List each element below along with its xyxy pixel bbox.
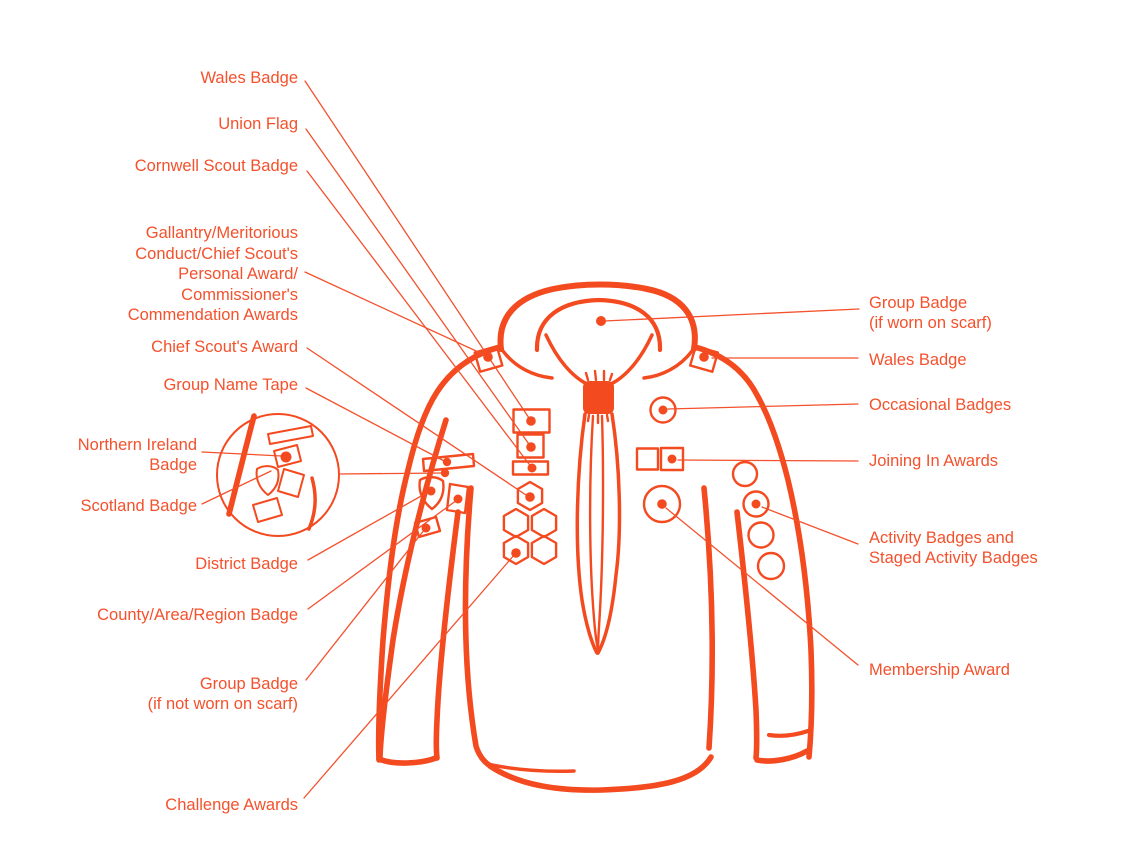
inset-district-badge	[278, 469, 304, 497]
badge-hex-challenge-2	[532, 509, 556, 537]
woggle-tassels-top	[586, 371, 612, 380]
scarf-tail-outer-right	[598, 414, 619, 653]
label-activity-badges	[869, 528, 1038, 568]
leader-chief-scouts-award	[307, 348, 529, 497]
body-left-edge	[466, 488, 492, 767]
label-line: Personal Award/	[178, 265, 298, 283]
label-gallantry-awards	[128, 223, 298, 326]
dot-membership	[657, 499, 667, 509]
label-county-area-region-badge: County/Area/Region Badge	[97, 606, 298, 624]
pointer-dots	[281, 316, 761, 558]
label-district-badge: District Badge	[195, 555, 298, 573]
dot-joining-in	[668, 455, 677, 464]
dot-hex-challenge	[511, 548, 521, 558]
label-group-name-tape: Group Name Tape	[163, 376, 298, 394]
dot-activity	[752, 500, 761, 509]
inset-group-name-tape	[268, 426, 313, 444]
jumper-outline	[379, 285, 812, 791]
leader-activity	[762, 507, 858, 544]
right-cuff-bottom	[757, 751, 807, 761]
label-union-flag: Union Flag	[218, 115, 298, 133]
label-line: Staged Activity Badges	[869, 549, 1038, 567]
woggle-tassels-bottom	[588, 415, 608, 423]
leader-lines	[202, 81, 859, 798]
label-northern-ireland-badge	[78, 435, 197, 475]
dot-district-shield	[427, 487, 436, 496]
inset-sleeve-edge-arc	[309, 478, 315, 529]
inset-scotland-shield	[257, 466, 279, 495]
label-line: Activity Badges and	[869, 529, 1014, 547]
label-line: Group Badge	[869, 294, 968, 312]
label-chief-scouts-award: Chief Scout's Award	[151, 338, 298, 356]
label-scotland-badge: Scotland Badge	[80, 497, 197, 515]
left-sleeve-inner	[436, 512, 458, 758]
dot-scarf-group-badge	[596, 316, 606, 326]
leader-county	[308, 500, 457, 609]
dot-chest-cornwell	[528, 464, 537, 473]
dot-chest-union	[526, 442, 536, 452]
label-line: Badge	[149, 456, 197, 474]
scarf-and-woggle	[577, 371, 619, 653]
label-line: (if not worn on scarf)	[147, 695, 298, 713]
badge-activity-3	[749, 523, 774, 548]
badge-activity-4	[758, 553, 784, 579]
label-line: Gallantry/Meritorious	[145, 224, 298, 242]
label-wales-badge-chest: Wales Badge	[200, 69, 298, 87]
collar-flap-left	[503, 351, 552, 378]
label-group-badge-not-scarf	[148, 674, 298, 714]
leader-membership	[666, 508, 858, 665]
dot-county-rect	[454, 495, 463, 504]
dot-hex-chief	[525, 492, 535, 502]
collar-flap-right	[644, 351, 692, 378]
label-occasional-badges: Occasional Badges	[869, 396, 1012, 414]
right-cuff-top-line	[769, 731, 808, 736]
dot-left-shoulder	[483, 352, 493, 362]
dot-right-shoulder	[699, 352, 709, 362]
label-wales-badge-shoulder: Wales Badge	[869, 351, 967, 369]
body-right-edge	[704, 488, 712, 748]
badge-activity-1	[733, 462, 757, 486]
label-line: Commendation Awards	[127, 306, 298, 324]
left-cuff-bottom	[379, 758, 436, 763]
leader-joining-in	[678, 460, 858, 461]
dot-chest-wales	[526, 416, 536, 426]
dot-group-rect	[422, 524, 431, 533]
inset-sleeve-seam	[229, 416, 254, 514]
badge-hex-challenge-1	[504, 509, 528, 537]
label-line: Conduct/Chief Scout's	[135, 244, 298, 263]
label-line: Group Badge	[199, 675, 298, 693]
scarf-tail-inner-right	[598, 416, 603, 650]
label-line: Northern Ireland	[77, 436, 197, 454]
dot-below-tape	[441, 469, 449, 477]
label-line: (if worn on scarf)	[869, 314, 992, 332]
label-group-badge-on-scarf	[869, 293, 992, 333]
scarf-tail-inner-left	[590, 416, 598, 650]
leader-group-name-tape	[306, 388, 446, 462]
hem-bottom	[490, 757, 711, 790]
badge-joining-in-1	[637, 449, 658, 470]
dot-inset-northern-ireland	[281, 452, 292, 463]
label-line: Commissioner's	[181, 285, 298, 304]
dot-occasional	[659, 406, 668, 415]
woggle	[583, 381, 614, 414]
dot-name-tape	[443, 458, 451, 466]
collar-outer	[500, 285, 694, 350]
label-membership-award: Membership Award	[869, 661, 1010, 679]
right-sleeve-inner	[737, 512, 757, 758]
label-challenge-awards: Challenge Awards	[165, 796, 298, 814]
magnifier-inset	[217, 414, 339, 536]
badge-hex-challenge-4	[532, 536, 556, 564]
label-cornwell-scout-badge: Cornwell Scout Badge	[134, 157, 298, 175]
inset-county-badge	[253, 498, 282, 522]
label-joining-in-awards: Joining In Awards	[869, 452, 999, 470]
